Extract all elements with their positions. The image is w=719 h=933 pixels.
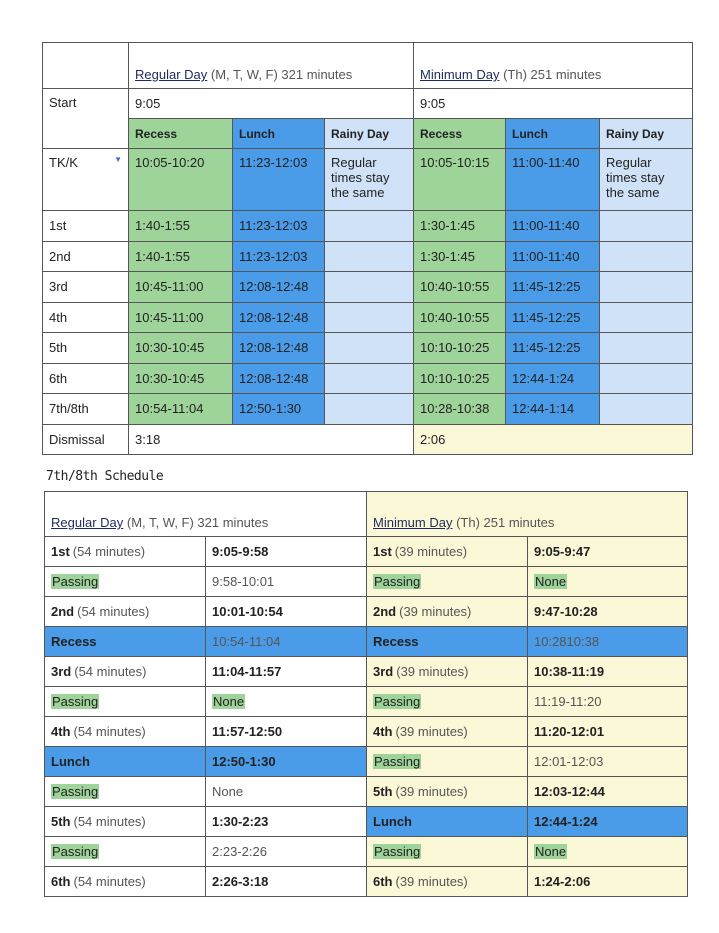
right-period-time [528,837,688,867]
grade-label: 5th [43,333,129,364]
schedule-regular-header [45,492,367,537]
regular-recess-header: Recess [129,119,233,149]
time-value: 9:47-10:28 [534,604,598,619]
right-period-time [528,777,688,807]
period-label: 3rd [373,664,394,679]
grade-row [43,211,693,242]
regular-rainy-header: Rainy Day [325,119,414,149]
dismissal-regular: 3:18 [129,424,414,454]
time-value: 1:30-2:23 [212,814,269,829]
period-duration: (39 minutes) [395,874,468,889]
left-period-name [45,567,206,597]
time-value: 2:26-3:18 [212,874,269,889]
period-duration: (54 minutes) [73,874,146,889]
period-label: Passing [374,844,421,859]
period-row [45,687,688,717]
period-label: 6th [51,874,71,889]
left-period-name [45,627,206,657]
left-period-time [206,837,367,867]
seventh-eighth-schedule-table [44,491,688,897]
period-label: Passing [374,694,421,709]
minimum-recess-header: Recess [414,119,506,149]
left-period-time [206,807,367,837]
period-row [45,627,688,657]
right-period-time [528,657,688,687]
grade-label: 6th [43,363,129,394]
regular-rainy [325,394,414,425]
right-period-time [528,567,688,597]
period-row [45,747,688,777]
regular-lunch: 12:08-12:48 [233,333,325,364]
schedule-minimum-detail: (Th) 251 minutes [456,515,555,530]
tk-regular-recess: 10:05-10:20 [129,149,233,211]
period-duration: (39 minutes) [396,664,469,679]
left-period-time [206,867,367,897]
left-period-name [45,537,206,567]
minimum-day-label: Minimum Day [420,67,500,82]
schedule-title: 7th/8th Schedule [46,469,164,484]
minimum-rainy [600,211,693,242]
left-period-time [206,687,367,717]
left-period-name [45,747,206,777]
time-value: None [212,784,244,799]
time-value: 12:01-12:03 [534,754,604,769]
time-value: 11:19-11:20 [534,694,602,709]
period-duration: (54 minutes) [72,544,146,559]
right-period-time [528,627,688,657]
period-label: 4th [51,724,71,739]
minimum-day-header [414,43,693,89]
regular-lunch-header: Lunch [233,119,325,149]
period-row [45,717,688,747]
time-value: None [535,574,567,589]
regular-lunch: 11:23-12:03 [233,241,325,272]
grade-label: 7th/8th [43,394,129,425]
left-period-time [206,627,367,657]
regular-rainy [325,363,414,394]
grade-label: 1st [43,211,129,242]
time-value: 2:23-2:26 [212,844,267,859]
left-period-time [206,597,367,627]
minimum-rainy [600,241,693,272]
period-duration: (54 minutes) [77,604,150,619]
regular-recess: 1:40-1:55 [129,211,233,242]
period-row [45,537,688,567]
time-value: 10:01-10:54 [212,604,283,619]
period-label: 3rd [51,664,72,679]
start-minimum: 9:05 [414,89,693,119]
right-period-time [528,807,688,837]
period-label: Passing [52,694,99,709]
minimum-rainy [600,333,693,364]
period-row [45,567,688,597]
minimum-lunch: 11:45-12:25 [506,333,600,364]
period-duration: (39 minutes) [395,724,468,739]
minimum-lunch: 11:00-11:40 [506,241,600,272]
period-label: 5th [373,784,393,799]
regular-day-label: Regular Day [135,67,208,82]
grade-row [43,241,693,272]
grade-label: 2nd [43,241,129,272]
tk-regular-lunch: 11:23-12:03 [233,149,325,211]
period-label: Recess [373,634,419,649]
right-period-name [367,687,528,717]
period-label: 1st [51,544,70,559]
time-value: 11:20-12:01 [534,724,605,739]
period-row [45,837,688,867]
right-period-name [367,777,528,807]
period-label: Lunch [373,814,412,829]
period-label: 6th [373,874,393,889]
period-label: 1st [373,544,392,559]
minimum-recess: 1:30-1:45 [414,241,506,272]
period-row [45,807,688,837]
time-value: 9:58-10:01 [212,574,275,589]
regular-rainy [325,272,414,303]
period-label: Recess [51,634,97,649]
schedule-regular-label: Regular Day [51,515,124,530]
regular-recess: 10:45-11:00 [129,302,233,333]
time-value: 12:44-1:24 [534,814,598,829]
minimum-recess: 10:40-10:55 [414,302,506,333]
regular-lunch: 12:50-1:30 [233,394,325,425]
minimum-lunch: 12:44-1:14 [506,394,600,425]
right-period-time [528,747,688,777]
period-duration: (54 minutes) [73,814,146,829]
schedule-regular-detail: (M, T, W, F) 321 minutes [126,515,269,530]
right-period-time [528,597,688,627]
time-value: 10:54-11:04 [212,634,281,649]
start-label: Start [43,89,129,149]
schedule-minimum-header [367,492,688,537]
left-period-name [45,867,206,897]
left-period-time [206,717,367,747]
minimum-lunch: 11:45-12:25 [506,302,600,333]
right-period-name [367,747,528,777]
right-period-name [367,627,528,657]
dismissal-minimum: 2:06 [414,424,693,454]
grade-label: TK/K [49,155,78,170]
left-period-time [206,747,367,777]
period-label: 5th [51,814,71,829]
period-duration: (54 minutes) [73,724,146,739]
regular-rainy [325,333,414,364]
tk-minimum-lunch: 11:00-11:40 [506,149,600,211]
grade-row [43,302,693,333]
grade-label: 3rd [43,272,129,303]
regular-recess: 10:30-10:45 [129,333,233,364]
minimum-recess: 10:28-10:38 [414,394,506,425]
left-period-name [45,657,206,687]
period-label: Passing [374,754,421,769]
right-period-time [528,687,688,717]
regular-day-detail: (M, T, W, F) 321 minutes [210,67,353,82]
period-label: Lunch [51,754,90,769]
left-period-name [45,687,206,717]
right-period-name [367,597,528,627]
left-period-time [206,537,367,567]
grade-row [43,333,693,364]
minimum-day-detail: (Th) 251 minutes [503,67,602,82]
period-label: Passing [52,574,99,589]
regular-recess: 10:54-11:04 [129,394,233,425]
schedule-minimum-label: Minimum Day [373,515,453,530]
period-label: 2nd [373,604,397,619]
minimum-lunch: 11:45-12:25 [506,272,600,303]
period-label: 4th [373,724,393,739]
right-period-name [367,807,528,837]
grade-row [43,272,693,303]
regular-day-header [129,43,414,89]
regular-rainy [325,211,414,242]
minimum-rainy [600,363,693,394]
period-duration: (39 minutes) [399,604,472,619]
period-duration: (39 minutes) [395,784,468,799]
grade-cell-tk[interactable] [43,149,129,211]
period-label: Passing [52,784,99,799]
minimum-lunch-header: Lunch [506,119,600,149]
grade-row [43,394,693,425]
right-period-name [367,657,528,687]
regular-rainy [325,241,414,272]
time-value: 9:05-9:58 [212,544,269,559]
minimum-lunch: 11:00-11:40 [506,211,600,242]
left-period-name [45,777,206,807]
period-label: Passing [374,574,421,589]
regular-rainy [325,302,414,333]
regular-recess: 1:40-1:55 [129,241,233,272]
left-period-time [206,657,367,687]
left-period-name [45,717,206,747]
time-value: 1:24-2:06 [534,874,591,889]
dropdown-icon[interactable]: ▼ [114,155,122,164]
minimum-recess: 10:40-10:55 [414,272,506,303]
left-period-name [45,837,206,867]
time-value: 9:05-9:47 [534,544,591,559]
right-period-name [367,717,528,747]
period-duration: (39 minutes) [394,544,468,559]
period-label: 2nd [51,604,75,619]
time-value: None [535,844,567,859]
regular-lunch: 12:08-12:48 [233,272,325,303]
time-value: 11:57-12:50 [212,724,283,739]
grade-schedule-table [42,42,693,455]
corner-cell [43,43,129,89]
time-value: 10:2810:38 [534,634,600,649]
right-period-time [528,867,688,897]
regular-lunch: 11:23-12:03 [233,211,325,242]
tk-minimum-rainy: Regular times stay the same [600,149,693,211]
time-value: 11:04-11:57 [212,664,282,679]
tk-minimum-recess: 10:05-10:15 [414,149,506,211]
grade-row [43,363,693,394]
period-row [45,777,688,807]
left-period-time [206,777,367,807]
regular-recess: 10:30-10:45 [129,363,233,394]
time-value: None [213,694,245,709]
left-period-name [45,597,206,627]
regular-recess: 10:45-11:00 [129,272,233,303]
period-row [45,657,688,687]
left-period-name [45,807,206,837]
regular-lunch: 12:08-12:48 [233,363,325,394]
grade-label: 4th [43,302,129,333]
period-duration: (54 minutes) [74,664,147,679]
time-value: 12:03-12:44 [534,784,605,799]
left-period-time [206,567,367,597]
regular-lunch: 12:08-12:48 [233,302,325,333]
right-period-time [528,537,688,567]
minimum-rainy [600,272,693,303]
minimum-lunch: 12:44-1:24 [506,363,600,394]
right-period-name [367,567,528,597]
period-row [45,867,688,897]
time-value: 12:50-1:30 [212,754,276,769]
minimum-recess: 10:10-10:25 [414,333,506,364]
period-label: Passing [52,844,99,859]
minimum-recess: 1:30-1:45 [414,211,506,242]
minimum-recess: 10:10-10:25 [414,363,506,394]
right-period-name [367,867,528,897]
dismissal-label: Dismissal [43,424,129,454]
right-period-name [367,537,528,567]
tk-regular-rainy: Regular times stay the same [325,149,414,211]
right-period-name [367,837,528,867]
period-row [45,597,688,627]
right-period-time [528,717,688,747]
minimum-rainy [600,394,693,425]
minimum-rainy [600,302,693,333]
time-value: 10:38-11:19 [534,664,605,679]
minimum-rainy-header: Rainy Day [600,119,693,149]
start-regular: 9:05 [129,89,414,119]
